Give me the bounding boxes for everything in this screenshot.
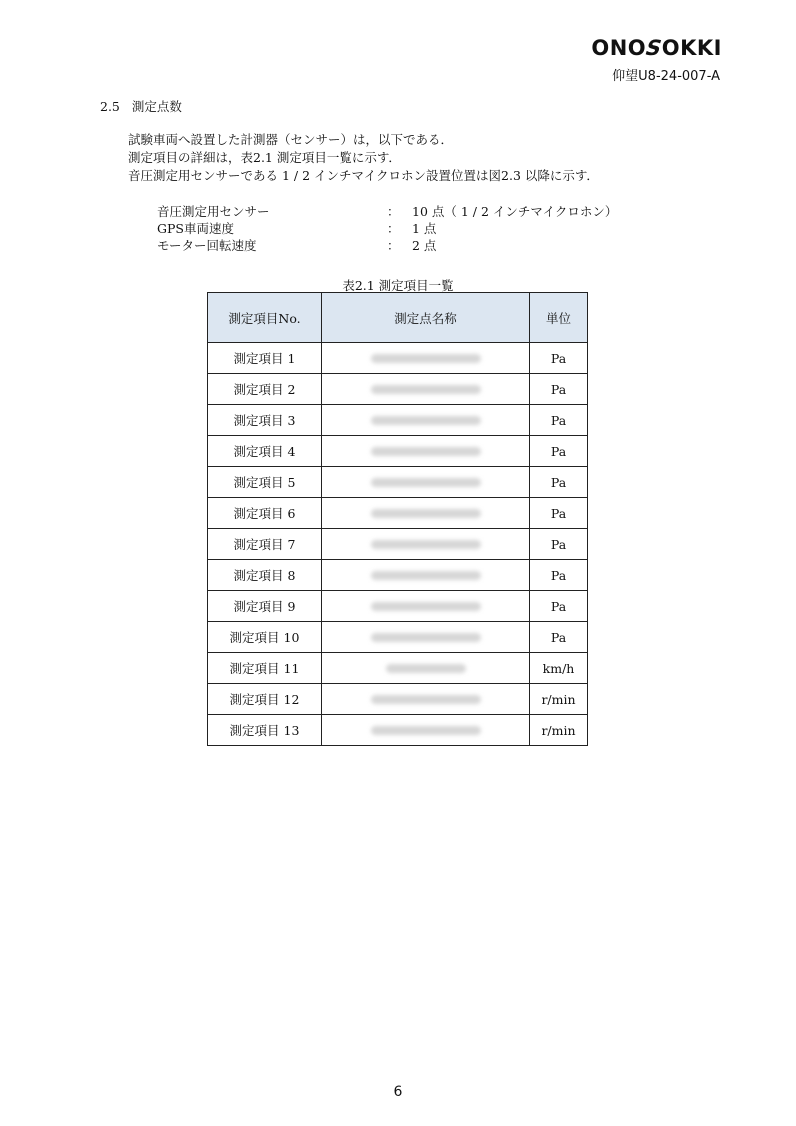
item-no: 測定項目 10 [208,622,322,653]
table-row [208,374,588,405]
company-logo: ONOSOKKI [591,36,722,60]
redacted-text [371,509,481,518]
table-row [208,498,588,529]
header-point-name: 測定点名称 [322,293,530,343]
measurement-table [207,292,588,746]
table-row [208,653,588,684]
unit: r/min [530,684,588,715]
table-header-row [208,293,588,343]
section-title: 測定点数 [131,99,182,114]
table-row [208,343,588,374]
table-row [208,560,588,591]
item-no: 測定項目 9 [208,591,322,622]
item-no: 測定項目 5 [208,467,322,498]
redacted-text [371,726,481,735]
sensor-count: 10 点（ 1 / 2 インチマイクロホン） [412,204,618,219]
table-caption: 表2.1 測定項目一覧 [342,278,454,293]
item-no: 測定項目 12 [208,684,322,715]
point-name-redacted [322,343,530,374]
table-row [208,467,588,498]
redacted-text [371,571,481,580]
unit: Pa [530,591,588,622]
redacted-text [371,540,481,549]
point-name-redacted [322,715,530,746]
point-name-redacted [322,591,530,622]
table-row [208,622,588,653]
point-name-redacted [322,374,530,405]
sensor-name: GPS車両速度 [157,221,234,236]
item-no: 測定項目 13 [208,715,322,746]
point-name-redacted [322,467,530,498]
table-row [208,591,588,622]
sensor-name: モーター回転速度 [157,238,257,253]
unit: Pa [530,529,588,560]
unit: Pa [530,467,588,498]
document-number: 仰望U8-24-007-A [612,69,720,84]
sensor-colon: ： [387,238,400,253]
table-row [208,715,588,746]
section-heading [100,97,182,115]
unit: Pa [530,405,588,436]
unit: Pa [530,343,588,374]
paragraph-3: 音圧測定用センサーである 1 / 2 インチマイクロホン設置位置は図2.3 以降に示す． [128,168,599,183]
unit: Pa [530,436,588,467]
unit: km/h [530,653,588,684]
redacted-text [371,385,481,394]
table-row [208,405,588,436]
redacted-text [371,416,481,425]
redacted-text [371,354,481,363]
point-name-redacted [322,622,530,653]
item-no: 測定項目 11 [208,653,322,684]
unit: Pa [530,498,588,529]
paragraph-1: 試験車両へ設置した計測器（センサー）は，以下である． [128,132,454,147]
header-unit: 単位 [530,293,588,343]
redacted-text [371,695,481,704]
item-no: 測定項目 4 [208,436,322,467]
table-row [208,529,588,560]
point-name-redacted [322,498,530,529]
table-row [208,684,588,715]
sensor-name: 音圧測定用センサー [157,204,270,219]
point-name-redacted [322,560,530,591]
point-name-redacted [322,684,530,715]
point-name-redacted [322,405,530,436]
item-no: 測定項目 1 [208,343,322,374]
sensor-colon: ： [387,221,400,236]
unit: r/min [530,715,588,746]
section-number: 2.5 [100,99,120,114]
sensor-count: 1 点 [412,221,437,236]
redacted-text [371,633,481,642]
item-no: 測定項目 2 [208,374,322,405]
redacted-text [371,447,481,456]
item-no: 測定項目 8 [208,560,322,591]
page-number: 6 [393,1084,403,1100]
unit: Pa [530,374,588,405]
redacted-text [371,602,481,611]
point-name-redacted [322,436,530,467]
sensor-count: 2 点 [412,238,437,253]
header-item-no: 測定項目No. [208,293,322,343]
unit: Pa [530,560,588,591]
redacted-text [371,478,481,487]
sensor-colon: ： [387,204,400,219]
item-no: 測定項目 3 [208,405,322,436]
table-row [208,436,588,467]
item-no: 測定項目 7 [208,529,322,560]
item-no: 測定項目 6 [208,498,322,529]
point-name-redacted [322,529,530,560]
paragraph-2: 測定項目の詳細は，表2.1 測定項目一覧に示す． [128,150,401,165]
unit: Pa [530,622,588,653]
point-name-redacted [322,653,530,684]
redacted-text [386,664,466,673]
